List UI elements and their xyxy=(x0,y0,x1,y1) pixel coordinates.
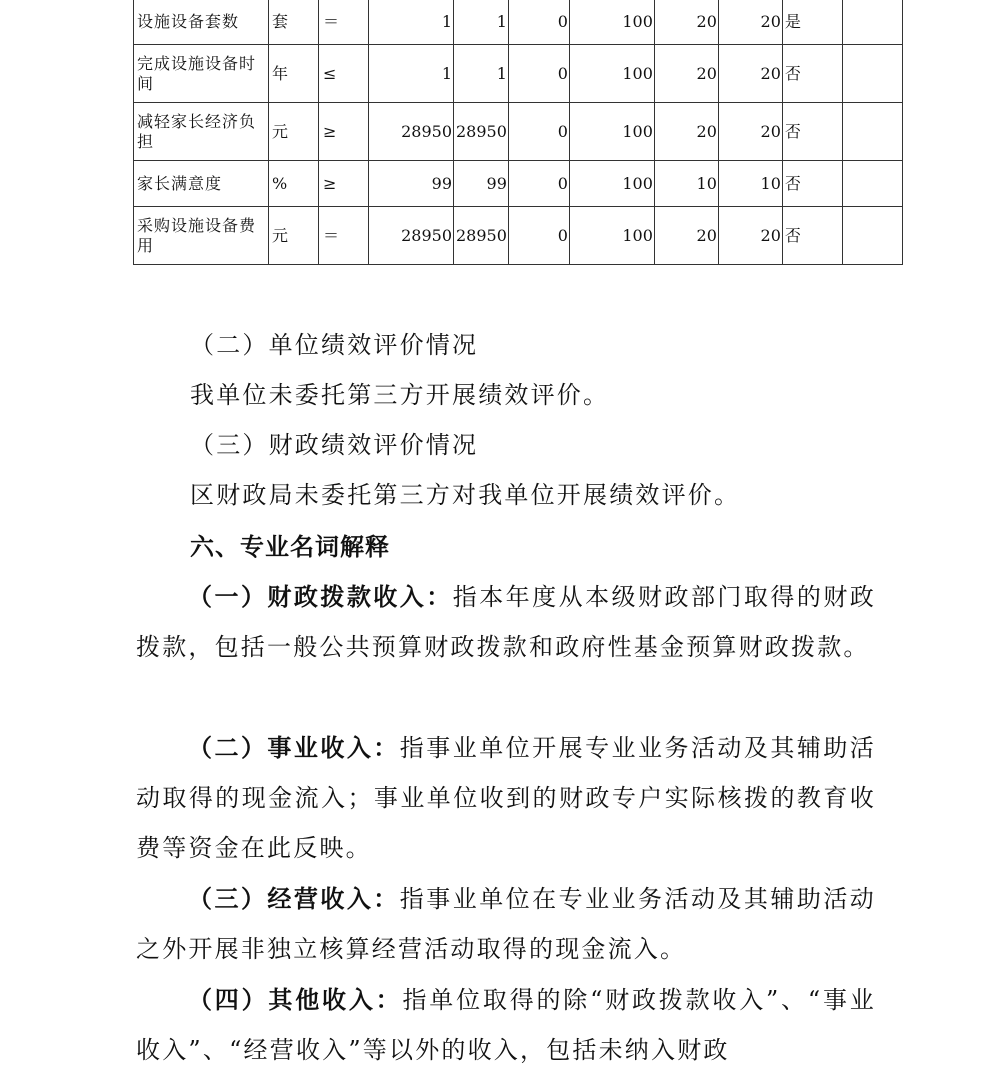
indicator-name: 减轻家长经济负担 xyxy=(134,103,269,161)
indicator-unit: 套 xyxy=(269,0,319,45)
indicator-name: 家长满意度 xyxy=(134,161,269,207)
indicator-flag: 否 xyxy=(782,161,842,207)
indicator-unit: 元 xyxy=(269,207,319,265)
indicator-remark xyxy=(842,0,902,45)
indicator-flag: 否 xyxy=(782,207,842,265)
indicator-remark xyxy=(842,45,902,103)
indicator-comparator: ＝ xyxy=(319,207,369,265)
performance-indicator-table xyxy=(133,0,903,265)
indicator-comparator: ＝ xyxy=(319,0,369,45)
indicator-score: 10 xyxy=(718,161,782,207)
fiscal-eval-title: （三）财政绩效评价情况 xyxy=(190,431,479,459)
indicator-name: 完成设施设备时间 xyxy=(134,45,269,103)
indicator-comparator: ≤ xyxy=(319,45,369,103)
indicator-comparator: ≥ xyxy=(319,161,369,207)
indicator-comparator: ≥ xyxy=(319,103,369,161)
glossary-term: （三）经营收入： xyxy=(188,884,400,913)
glossary-item-operating-income xyxy=(136,874,876,974)
unit-eval-text: 我单位未委托第三方开展绩效评价。 xyxy=(190,381,610,409)
indicator-score: 20 xyxy=(718,0,782,45)
indicator-weight: 20 xyxy=(654,103,718,161)
table-row xyxy=(134,207,903,265)
indicator-completion-rate: 100 xyxy=(569,45,654,103)
indicator-flag: 否 xyxy=(782,103,842,161)
table-row xyxy=(134,103,903,161)
indicator-unit: % xyxy=(269,161,319,207)
indicator-target: 28950 xyxy=(369,103,454,161)
indicator-weight: 20 xyxy=(654,45,718,103)
indicator-deviation: 0 xyxy=(508,207,569,265)
indicator-deviation: 0 xyxy=(508,45,569,103)
indicator-remark xyxy=(842,161,902,207)
glossary-item-other-income xyxy=(136,975,876,1075)
glossary-item-fiscal-appropriation xyxy=(136,572,876,672)
glossary-item-business-income xyxy=(136,723,876,873)
indicator-deviation: 0 xyxy=(508,0,569,45)
glossary-term: （一）财政拨款收入： xyxy=(188,582,453,611)
indicator-flag: 否 xyxy=(782,45,842,103)
indicator-name: 设施设备套数 xyxy=(134,0,269,45)
indicator-completion-rate: 100 xyxy=(569,103,654,161)
glossary-title: 六、专业名词解释 xyxy=(190,533,390,561)
indicator-deviation: 0 xyxy=(508,103,569,161)
indicator-score: 20 xyxy=(718,45,782,103)
table-row xyxy=(134,161,903,207)
glossary-definition: 指本年度从本级财政部门取得的财政拨款，包括一般公共预算财政拨款和政府性基金预算财政拨款。 xyxy=(136,583,876,661)
glossary-definition: 指事业单位在专业业务活动及其辅助活动之外开展非独立核算经营活动取得的现金流入。 xyxy=(136,885,876,963)
indicator-remark xyxy=(842,207,902,265)
indicator-weight: 20 xyxy=(654,0,718,45)
unit-eval-title: （二）单位绩效评价情况 xyxy=(190,331,479,359)
glossary-term: （二）事业收入： xyxy=(188,733,400,762)
indicator-actual: 99 xyxy=(454,161,509,207)
indicator-score: 20 xyxy=(718,207,782,265)
glossary-definition: 指单位取得的除“财政拨款收入”、“事业收入”、“经营收入”等以外的收入，包括未纳入财政 xyxy=(136,986,877,1064)
indicator-actual: 28950 xyxy=(454,103,509,161)
indicator-deviation: 0 xyxy=(508,161,569,207)
indicator-target: 28950 xyxy=(369,207,454,265)
performance-table-body xyxy=(134,0,903,265)
indicator-actual: 1 xyxy=(454,0,509,45)
indicator-unit: 元 xyxy=(269,103,319,161)
indicator-completion-rate: 100 xyxy=(569,207,654,265)
indicator-actual: 28950 xyxy=(454,207,509,265)
indicator-target: 99 xyxy=(369,161,454,207)
glossary-term: （四）其他收入： xyxy=(188,985,403,1014)
indicator-unit: 年 xyxy=(269,45,319,103)
indicator-weight: 10 xyxy=(654,161,718,207)
indicator-target: 1 xyxy=(369,0,454,45)
indicator-score: 20 xyxy=(718,103,782,161)
table-row xyxy=(134,45,903,103)
indicator-completion-rate: 100 xyxy=(569,161,654,207)
fiscal-eval-text: 区财政局未委托第三方对我单位开展绩效评价。 xyxy=(190,481,741,509)
indicator-actual: 1 xyxy=(454,45,509,103)
indicator-name: 采购设施设备费用 xyxy=(134,207,269,265)
indicator-remark xyxy=(842,103,902,161)
glossary-definition: 指事业单位开展专业业务活动及其辅助活动取得的现金流入；事业单位收到的财政专户实际核拨的教育收费等资金在此反映。 xyxy=(136,734,876,862)
indicator-completion-rate: 100 xyxy=(569,0,654,45)
indicator-weight: 20 xyxy=(654,207,718,265)
table-row xyxy=(134,0,903,45)
indicator-target: 1 xyxy=(369,45,454,103)
indicator-flag: 是 xyxy=(782,0,842,45)
